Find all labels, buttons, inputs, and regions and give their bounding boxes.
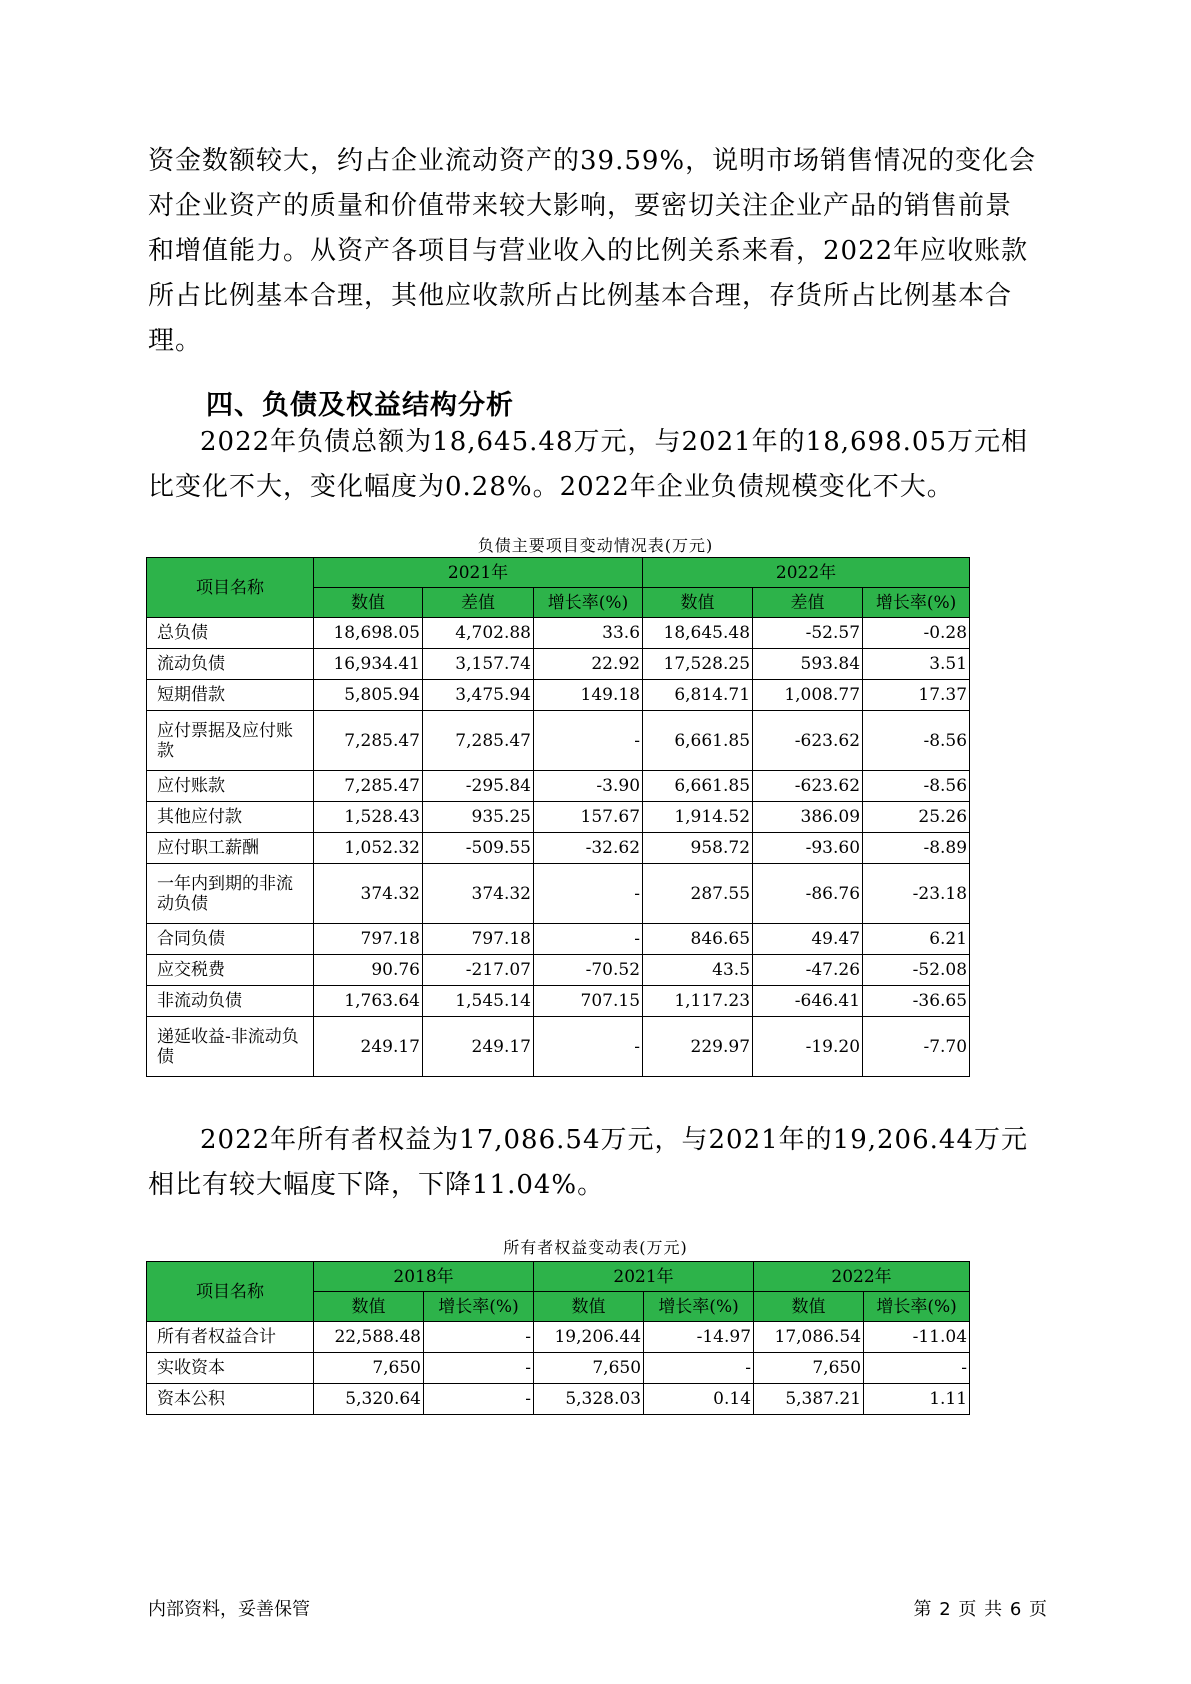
table-cell: 1,008.77 <box>753 680 863 711</box>
table-cell: 22.92 <box>534 649 643 680</box>
subheader-value: 数值 <box>643 588 753 618</box>
subheader-value: 数值 <box>314 588 423 618</box>
table-cell: 3,157.74 <box>423 649 534 680</box>
table-cell: 1,914.52 <box>643 802 753 833</box>
table-cell: 1,528.43 <box>314 802 423 833</box>
row-label: 实收资本 <box>147 1353 314 1384</box>
table-cell: 17,086.54 <box>754 1322 864 1353</box>
table-cell: 7,650 <box>534 1353 644 1384</box>
table-cell: - <box>534 711 643 771</box>
table-cell: -52.08 <box>863 955 970 986</box>
table-cell: 386.09 <box>753 802 863 833</box>
table-cell: 49.47 <box>753 924 863 955</box>
table-cell: 5,805.94 <box>314 680 423 711</box>
row-label: 合同负债 <box>147 924 314 955</box>
table-cell: 157.67 <box>534 802 643 833</box>
subheader-value: 数值 <box>314 1292 424 1322</box>
table-cell: -8.89 <box>863 833 970 864</box>
table-cell: 17,528.25 <box>643 649 753 680</box>
table-cell: 6.21 <box>863 924 970 955</box>
row-label: 一年内到期的非流动负债 <box>147 864 314 924</box>
table-cell: 593.84 <box>753 649 863 680</box>
table-cell: -646.41 <box>753 986 863 1017</box>
table-cell: - <box>534 864 643 924</box>
table-cell: 229.97 <box>643 1017 753 1077</box>
table-row <box>147 833 970 864</box>
table-cell: 249.17 <box>314 1017 423 1077</box>
table-cell: -623.62 <box>753 771 863 802</box>
table-cell: 4,702.88 <box>423 618 534 649</box>
liability-table-caption: 负债主要项目变动情况表(万元) <box>477 536 714 555</box>
table-cell: 374.32 <box>423 864 534 924</box>
table-cell: 797.18 <box>423 924 534 955</box>
table-cell: - <box>424 1353 534 1384</box>
table-cell: - <box>424 1384 534 1415</box>
subheader-growth: 增长率(%) <box>534 588 643 618</box>
table-row <box>147 1017 970 1077</box>
table-cell: 6,661.85 <box>643 711 753 771</box>
header-year-2022: 2022年 <box>643 558 970 588</box>
table-cell: 7,285.47 <box>423 711 534 771</box>
row-label: 非流动负债 <box>147 986 314 1017</box>
table-cell: 18,645.48 <box>643 618 753 649</box>
subheader-growth: 增长率(%) <box>863 588 970 618</box>
liability-table <box>146 557 970 1077</box>
equity-paragraph: 2022年所有者权益为17,086.54万元，与2021年的19,206.44万元相比有较大幅度下降，下降11.04%。 <box>148 1125 1028 1200</box>
equity-table <box>146 1261 970 1415</box>
table-cell: -36.65 <box>863 986 970 1017</box>
table-cell: 6,661.85 <box>643 771 753 802</box>
table-cell: -295.84 <box>423 771 534 802</box>
table-cell: -8.56 <box>863 711 970 771</box>
table-cell: - <box>644 1353 754 1384</box>
table-cell: -70.52 <box>534 955 643 986</box>
subheader-growth: 增长率(%) <box>864 1292 970 1322</box>
table-cell: -23.18 <box>863 864 970 924</box>
table-cell: 33.6 <box>534 618 643 649</box>
equity-table-caption: 所有者权益变动表(万元) <box>503 1238 688 1257</box>
header-year-2021: 2021年 <box>314 558 643 588</box>
table-cell: 374.32 <box>314 864 423 924</box>
table-row <box>147 955 970 986</box>
header-year-2018: 2018年 <box>314 1262 534 1292</box>
table-cell: 90.76 <box>314 955 423 986</box>
table-cell: -11.04 <box>864 1322 970 1353</box>
table-cell: - <box>534 1017 643 1077</box>
table-cell: -509.55 <box>423 833 534 864</box>
table-cell: -32.62 <box>534 833 643 864</box>
table-cell: 7,650 <box>754 1353 864 1384</box>
table-cell: 0.14 <box>644 1384 754 1415</box>
subheader-value: 数值 <box>534 1292 644 1322</box>
row-label: 应付职工薪酬 <box>147 833 314 864</box>
table-cell: -217.07 <box>423 955 534 986</box>
row-label: 应交税费 <box>147 955 314 986</box>
table-cell: 1,117.23 <box>643 986 753 1017</box>
table-cell: -14.97 <box>644 1322 754 1353</box>
footer-page-number: 第 2 页 共 6 页 <box>913 1599 1048 1620</box>
table-cell: 6,814.71 <box>643 680 753 711</box>
table-cell: 5,320.64 <box>314 1384 424 1415</box>
table-cell: 7,285.47 <box>314 711 423 771</box>
table-row <box>147 711 970 771</box>
table-cell: 22,588.48 <box>314 1322 424 1353</box>
row-label: 总负债 <box>147 618 314 649</box>
table-row <box>147 986 970 1017</box>
table-cell: -19.20 <box>753 1017 863 1077</box>
table-row <box>147 1353 970 1384</box>
table-cell: 1,052.32 <box>314 833 423 864</box>
table-cell: 846.65 <box>643 924 753 955</box>
table-row <box>147 649 970 680</box>
table-cell: 149.18 <box>534 680 643 711</box>
table-cell: 3,475.94 <box>423 680 534 711</box>
row-label: 流动负债 <box>147 649 314 680</box>
table-row <box>147 802 970 833</box>
table-cell: 7,285.47 <box>314 771 423 802</box>
table-cell: -93.60 <box>753 833 863 864</box>
intro-line: 和增值能力。从资产各项目与营业收入的比例关系来看，2022年应收账款 <box>148 236 1029 266</box>
table-cell: -623.62 <box>753 711 863 771</box>
table-cell: 18,698.05 <box>314 618 423 649</box>
subheader-diff: 差值 <box>423 588 534 618</box>
table-cell: -7.70 <box>863 1017 970 1077</box>
row-label: 所有者权益合计 <box>147 1322 314 1353</box>
intro-line: 资金数额较大，约占企业流动资产的39.59%，说明市场销售情况的变化会 <box>148 146 1037 176</box>
section-heading: 四、负债及权益结构分析 <box>206 390 514 421</box>
header-year-2022: 2022年 <box>754 1262 970 1292</box>
table-cell: 7,650 <box>314 1353 424 1384</box>
table-cell: - <box>424 1322 534 1353</box>
row-label: 资本公积 <box>147 1384 314 1415</box>
table-cell: -8.56 <box>863 771 970 802</box>
table-cell: 5,387.21 <box>754 1384 864 1415</box>
intro-line: 理。 <box>148 326 203 356</box>
intro-line: 所占比例基本合理，其他应收款所占比例基本合理，存货所占比例基本合 <box>148 281 1013 311</box>
intro-paragraph <box>148 139 1048 364</box>
table-row <box>147 618 970 649</box>
table-row <box>147 924 970 955</box>
header-item-name: 项目名称 <box>147 558 314 618</box>
table-row <box>147 1322 970 1353</box>
table-row <box>147 864 970 924</box>
row-label: 应付票据及应付账款 <box>147 711 314 771</box>
table-cell: 707.15 <box>534 986 643 1017</box>
table-cell: 25.26 <box>863 802 970 833</box>
subheader-value: 数值 <box>754 1292 864 1322</box>
table-cell: 17.37 <box>863 680 970 711</box>
table-cell: -52.57 <box>753 618 863 649</box>
table-cell: -86.76 <box>753 864 863 924</box>
table-cell: 935.25 <box>423 802 534 833</box>
header-year-2021: 2021年 <box>534 1262 754 1292</box>
table-row <box>147 1384 970 1415</box>
liability-paragraph: 2022年负债总额为18,645.48万元，与2021年的18,698.05万元相比变化不大，变化幅度为0.28%。2022年企业负债规模变化不大。 <box>148 427 1028 502</box>
table-cell: -47.26 <box>753 955 863 986</box>
table-cell: 16,934.41 <box>314 649 423 680</box>
row-label: 其他应付款 <box>147 802 314 833</box>
header-item-name: 项目名称 <box>147 1262 314 1322</box>
row-label: 应付账款 <box>147 771 314 802</box>
table-cell: 1,763.64 <box>314 986 423 1017</box>
row-label: 短期借款 <box>147 680 314 711</box>
table-row <box>147 771 970 802</box>
table-cell: 287.55 <box>643 864 753 924</box>
row-label: 递延收益-非流动负债 <box>147 1017 314 1077</box>
table-cell: 958.72 <box>643 833 753 864</box>
subheader-growth: 增长率(%) <box>644 1292 754 1322</box>
subheader-diff: 差值 <box>753 588 863 618</box>
table-cell: 1,545.14 <box>423 986 534 1017</box>
table-cell: 797.18 <box>314 924 423 955</box>
table-cell: - <box>534 924 643 955</box>
table-cell: 43.5 <box>643 955 753 986</box>
table-cell: 3.51 <box>863 649 970 680</box>
subheader-growth: 增长率(%) <box>424 1292 534 1322</box>
table-cell: - <box>864 1353 970 1384</box>
table-cell: 249.17 <box>423 1017 534 1077</box>
table-cell: 5,328.03 <box>534 1384 644 1415</box>
table-cell: 1.11 <box>864 1384 970 1415</box>
table-row <box>147 680 970 711</box>
table-cell: -0.28 <box>863 618 970 649</box>
footer-confidential-note: 内部资料，妥善保管 <box>148 1599 310 1620</box>
table-cell: -3.90 <box>534 771 643 802</box>
table-cell: 19,206.44 <box>534 1322 644 1353</box>
intro-line: 对企业资产的质量和价值带来较大影响，要密切关注企业产品的销售前景 <box>148 191 1013 221</box>
